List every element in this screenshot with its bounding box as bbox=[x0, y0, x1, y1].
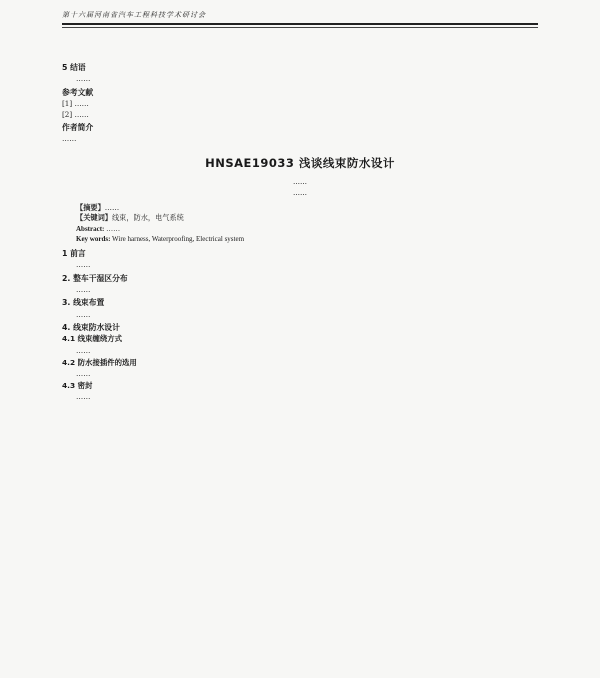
en-abstract-label: Abstract: bbox=[76, 224, 105, 233]
subsection-heading: 4.2 防水接插件的选用 bbox=[62, 357, 137, 367]
author-text: …… bbox=[62, 134, 77, 144]
section-text: …… bbox=[76, 260, 91, 270]
abstract-text: …… bbox=[104, 202, 120, 212]
conclusion-text: …… bbox=[76, 74, 91, 84]
keywords bbox=[62, 213, 538, 223]
section-heading: 2. 整车干湿区分布 bbox=[62, 273, 128, 283]
running-head: 第十六届河南省汽车工程科技学术研讨会 bbox=[62, 10, 538, 25]
keywords-label: 【关键词】 bbox=[76, 213, 112, 223]
article-title: HNSAE19033 浅谈线束防水设计 bbox=[205, 155, 395, 170]
abstract-label: 【摘要】 bbox=[76, 202, 105, 212]
en-abstract bbox=[62, 224, 538, 234]
en-keywords-label: Key words: bbox=[76, 234, 111, 243]
section-text: …… bbox=[76, 284, 91, 294]
article-affiliation: …… bbox=[293, 188, 307, 197]
references-heading: 参考文献 bbox=[62, 87, 94, 97]
section-text: …… bbox=[76, 309, 91, 319]
reference-1: [1] …… bbox=[62, 99, 89, 109]
en-keywords bbox=[62, 234, 538, 244]
subsection-heading: 4.3 密封 bbox=[62, 380, 93, 390]
running-head-rule bbox=[62, 25, 538, 28]
section-heading: 3. 线束布置 bbox=[62, 298, 105, 308]
reference-2: [2] …… bbox=[62, 109, 89, 119]
section-text: …… bbox=[76, 346, 91, 356]
conclusion-heading: 5 结语 bbox=[62, 63, 86, 73]
abstract bbox=[62, 203, 538, 213]
section-text: …… bbox=[76, 369, 91, 379]
article-authors: …… bbox=[293, 178, 307, 187]
keywords-text: 线束，防水，电气系统 bbox=[111, 213, 184, 223]
subsection-heading: 4.1 线束缠绕方式 bbox=[62, 334, 123, 344]
en-keywords-text: Wire harness, Waterproofing, Electrical system bbox=[112, 234, 245, 243]
section-text: …… bbox=[76, 392, 91, 402]
section-heading: 1 前言 bbox=[62, 248, 86, 258]
en-abstract-text: …… bbox=[106, 224, 121, 233]
author-heading: 作者简介 bbox=[62, 123, 94, 133]
section-heading: 4. 线束防水设计 bbox=[62, 323, 120, 333]
